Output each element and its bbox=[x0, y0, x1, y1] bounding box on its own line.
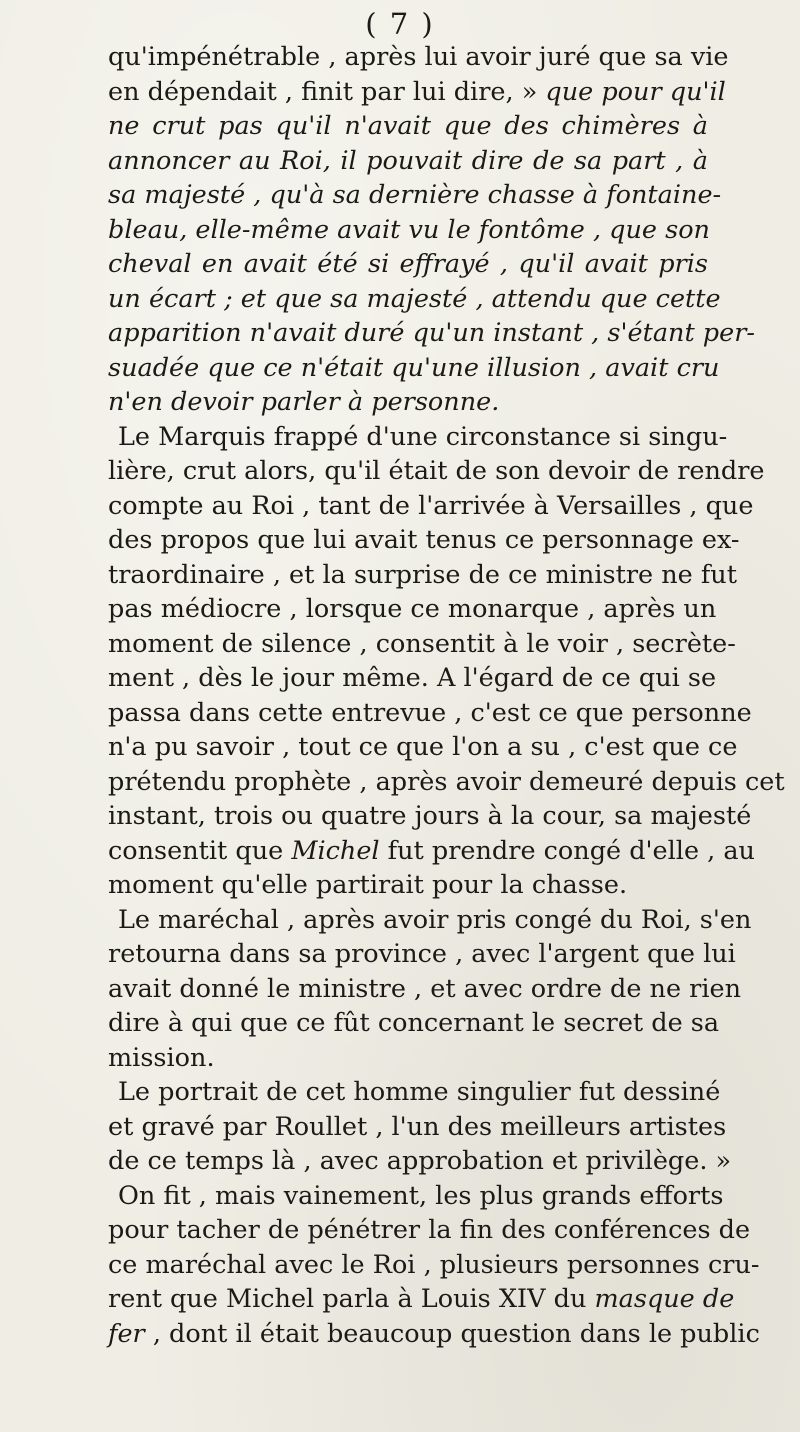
roman-run: rent que Michel parla à Louis XIV du bbox=[108, 1284, 595, 1314]
text-line: bleau, elle-même avait vu le fontôme , que son bbox=[108, 214, 710, 245]
text-line: cheval en avait été si effrayé , qu'il avait pris bbox=[108, 249, 708, 279]
text-line: On fit , mais vainement, les plus grands efforts bbox=[118, 1180, 724, 1211]
text-line: lière, crut alors, qu'il était de son devoir de rendre bbox=[108, 456, 765, 486]
page-number: ( 7 ) bbox=[365, 7, 435, 41]
text-line: apparition n'avait duré qu'un instant , s'étant per- bbox=[108, 318, 756, 348]
text-line: retourna dans sa province , avec l'argent que lui bbox=[108, 939, 736, 969]
text-line: n'a pu savoir , tout ce que l'on a su , c'est que ce bbox=[108, 732, 738, 762]
text-line: Le portrait de cet homme singulier fut dessiné bbox=[118, 1077, 721, 1107]
text-line: traordinaire , et la surprise de ce ministre ne fut bbox=[108, 559, 737, 590]
text-line: suadée que ce n'était qu'une illusion , avait cru bbox=[108, 352, 720, 383]
roman-run: , dont il était beaucoup question dans le public bbox=[144, 1318, 760, 1349]
text-line: instant, trois ou quatre jours à la cour, sa majesté bbox=[108, 801, 752, 831]
text-line: moment qu'elle partirait pour la chasse. bbox=[108, 870, 628, 900]
text-line: un écart ; et que sa majesté , attendu que cette bbox=[108, 283, 721, 314]
italic-run: que pour qu'il bbox=[545, 76, 726, 107]
text-line: Le maréchal , après avoir pris congé du Roi, s'en bbox=[118, 904, 752, 935]
text-line bbox=[108, 75, 726, 109]
italic-run: fer bbox=[108, 1318, 145, 1349]
text-line: et gravé par Roullet , l'un des meilleurs artistes bbox=[108, 1111, 727, 1142]
text-line bbox=[108, 1282, 735, 1316]
text-line: n'en devoir parler à personne. bbox=[108, 387, 500, 417]
italic-run: Michel bbox=[291, 835, 380, 866]
text-line: avait donné le ministre , et avec ordre de ne rien bbox=[108, 973, 742, 1004]
text-line: Le Marquis frappé d'une circonstance si singu- bbox=[118, 421, 728, 452]
text-line: prétendu prophète , après avoir demeuré depuis cet bbox=[108, 766, 785, 797]
roman-run: en dépendait , finit par lui dire, » bbox=[108, 76, 546, 107]
text-line bbox=[108, 834, 755, 868]
text-line: dire à qui que ce fût concernant le secret de sa bbox=[108, 1008, 720, 1038]
text-line: qu'impénétrable , après lui avoir juré que sa vie bbox=[108, 42, 729, 72]
text-line: pas médiocre , lorsque ce monarque , après un bbox=[108, 594, 717, 624]
roman-run: consentit que bbox=[108, 835, 292, 866]
text-line: des propos que lui avait tenus ce personnage ex- bbox=[108, 525, 740, 555]
roman-run: fut prendre congé d'elle , au bbox=[379, 835, 755, 866]
text-line: mission. bbox=[108, 1042, 215, 1073]
text-line: ce maréchal avec le Roi , plusieurs personnes cru- bbox=[108, 1249, 760, 1280]
text-line: sa majesté , qu'à sa dernière chasse à fontaine- bbox=[108, 180, 722, 210]
text-line bbox=[108, 1317, 760, 1351]
text-line: ne crut pas qu'il n'avait que des chimères à bbox=[108, 111, 708, 141]
text-line: pour tacher de pénétrer la fin des conférences de bbox=[108, 1215, 751, 1245]
text-line: compte au Roi , tant de l'arrivée à Versailles , que bbox=[108, 490, 754, 521]
text-line: passa dans cette entrevue , c'est ce que personne bbox=[108, 697, 752, 728]
text-line: de ce temps là , avec approbation et privilège. » bbox=[108, 1146, 732, 1176]
text-line: annoncer au Roi, il pouvait dire de sa part , à bbox=[108, 145, 708, 176]
text-line: moment de silence , consentit à le voir , secrète- bbox=[108, 628, 736, 659]
text-line: ment , dès le jour même. A l'égard de ce qui se bbox=[108, 663, 717, 693]
italic-run: masque de bbox=[594, 1284, 735, 1314]
